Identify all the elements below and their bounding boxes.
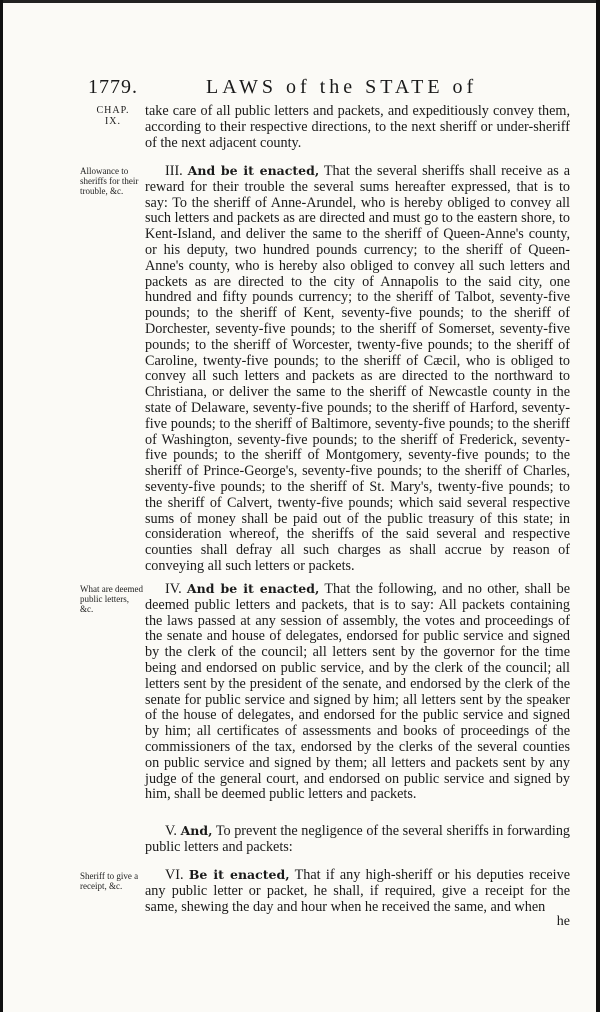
section-text: To prevent the negligence of the several sheriffs in forwarding public letters and packets: [145,823,571,855]
section-v [145,823,570,856]
section-number: VI. [165,867,184,883]
header-year: 1779. [88,76,138,98]
section-iii [145,163,570,575]
section-vi [145,867,570,915]
enacting-clause: And be it enacted, [187,163,320,178]
section-number: V. [165,823,177,839]
section-text: That the following, and no other, shall be deemed public letters and packets, that is to say: All packets containing the laws passed at any session of assembly, the votes and proceedings of the senate and house of delegates, endorsed for public service and signed by the clerk of the council; all letters sent by the governor for the time being and endorsed on public service, and by the clerk of the council; all letters sent by the president of the senate, and endorsed by the clerk of the senate for public service and signed by him; all letters sent by the speaker of the house of delegates, and endorsed for the public service and signed by him; all certificates of assessments and books of proceedings of the commissioners of the tax, endorsed by the clerks of the several counties on public service and signed by them; all letters and packets sent by any judge of the general court, and endorsed on public service and signed by him, shall be deemed public letters and packets. [145,581,571,803]
chapter-marker: CHAP. IX. [96,105,130,127]
header-title: LAWS of the STATE of [206,76,478,98]
section-iv [145,581,570,803]
enacting-clause: And be it enacted, [186,581,320,596]
section-number: IV. [165,581,182,597]
enacting-clause: Be it enacted, [188,867,290,882]
margin-note-receipt: Sheriff to give a receipt, &c. [80,871,139,891]
page-edge-top [0,0,600,3]
section-text: That if any high-sheriff or his deputies receive any public letter or packet, he shall, if required, give a receipt for the same, shewing the day and hour when he received the same, and when [145,867,571,915]
paragraph-text: take care of all public letters and packets, and expeditiously convey them, according to their respective directions, to the next sheriff or under-sheriff of the next adjacent county. [145,103,570,151]
enacting-clause: And, [180,823,213,838]
section-number: III. [165,163,183,179]
catchword: he [556,914,570,929]
section-text: That the several sheriffs shall receive as a reward for their trouble the several sums hereafter expressed, that is to say: To the sheriff of Anne-Arundel, who is hereby obliged to convey all such letters and packets as are directed and must go to the eastern shore, to Kent-Island, and deliver the same to the sheriff of Queen-Anne's county, or his deputy, two hundred pounds currency; to the sheriff of Queen-Anne's county, who is hereby also obliged to convey all such letters and packets as are directed to the city of Annapolis to the said city, one hundred and fifty pounds currency; to the sheriff of Talbot, seventy-five pounds; to the sheriff of Kent, seventy-five pounds; to the sheriff of Dorchester, seventy-five pounds; to the sheriff of Somerset, seventy-five pounds; to the sheriff of Worcester, twenty-five pounds; to the sheriff of Caroline, twenty-five pounds; to the sheriff of Cæcil, who is obliged to convey all such letters and packets as are directed to the northward to Christiana, or deliver the same to the sheriff of Newcastle county in the state of Delaware, seventy-five pounds; to the sheriff of Harford, seventy-five pounds; to the sheriff of Baltimore, seventy-five pounds; to the sheriff of Washington, seventy-five pounds; to the sheriff of Frederick, seventy-five pounds; to the sheriff of Montgomery, seventy-five pounds; to the sheriff of Prince-George's, seventy-five pounds; to the sheriff of Charles, seventy-five pounds; to the sheriff of St. Mary's, twenty-five pounds; to the sheriff of Calvert, twenty-five pounds; which said several respective sums of money shall be paid out of the public treasury of this state; in consideration whereof, the sheriffs of the said several and respective counties shall defray all such charges as shall accrue by reason of conveying all such letters or packets. [145,163,571,574]
margin-note-public-letters: What are deemed public letters, &c. [80,584,143,614]
page-edge-left [0,0,3,1012]
paragraph-continuation [145,104,570,151]
page-edge-right [596,0,600,1012]
running-header [88,76,558,104]
margin-note-allowance: Allowance to sheriffs for their trouble, &c. [80,166,139,196]
